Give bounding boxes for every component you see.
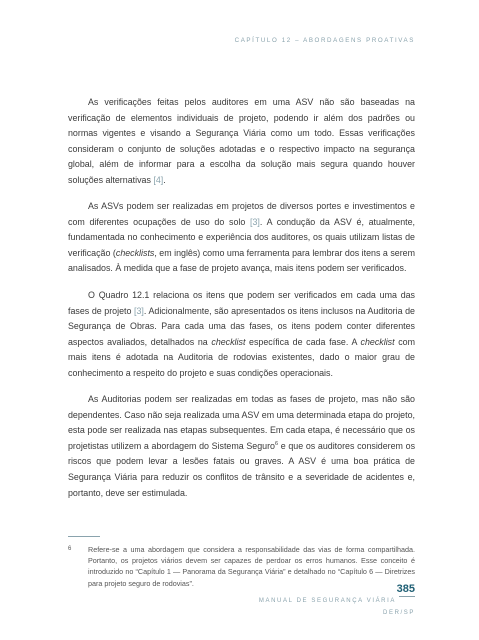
- text-run: checklist: [360, 336, 395, 347]
- paragraph: [68, 199, 415, 277]
- chapter-header: CAPÍTULO 12 – ABORDAGENS PROATIVAS: [234, 37, 415, 44]
- footer-org: DER/SP: [383, 610, 415, 616]
- text-run: checklist: [211, 336, 246, 347]
- text-run: com mais itens é adotada na Auditoria de rodovias existentes, dado o maior grau de conhecimento a respeito do projeto e suas condições operacionais.: [68, 336, 415, 378]
- text-run: específica de cada fase. A: [245, 336, 361, 347]
- text-run: . A condução da ASV é, atualmente, fundamentada no conhecimento e experiência dos auditores, os quais utilizam listas de verificação (: [68, 216, 415, 258]
- paragraph: [68, 288, 415, 381]
- body-text: [68, 95, 415, 512]
- text-run: As Auditorias podem ser realizadas em todas as fases de projeto, mas não são dependentes. Caso não seja realizada uma ASV em uma determinada etapa do projeto, esta pode ser realizada nas etapas subsequentes. Em cada etapa, é necessário que os projetistas utilizem a abordagem do Sistema Seguro: [68, 394, 415, 451]
- paragraph: [68, 392, 415, 501]
- footnote-text: Refere-se a uma abordagem que considera a responsabilidade das vias de forma compartilhada. Portanto, os projetos viários devem ser capazes de perdoar os erros humanos. Esse conceito é introduzido no “Capítulo 1 — Panorama da Segurança Viária” e detalhado no “Capítulo 6 — Diretrizes para projeto seguro de rodovias”.: [88, 545, 415, 588]
- text-run: O Quadro 12.1 relaciona os itens que podem ser verificados em cada uma das fases de projeto: [68, 290, 415, 316]
- footnote: [68, 544, 415, 589]
- text-run: . Adicionalmente, são apresentados os itens inclusos na Auditoria de Segurança de Obras. Para cada uma das fases, os itens podem conter diferentes aspectos avaliados, detalhados na: [68, 305, 415, 347]
- footer-divider: [399, 596, 415, 597]
- text-run: .: [163, 174, 166, 185]
- text-run: As verificações feitas pelos auditores em uma ASV não são baseadas na verificação de elementos individuais de projeto, podendo ir além dos padrões ou normas vigentes e visando a Segurança Viária como um todo. Essas verificações consideram o conjunto de soluções adotadas e o respectivo impacto na segurança global, além de informar para a escolha da solução mais segura quando houver soluções alternativas: [68, 97, 415, 185]
- citation-ref: [3]: [250, 216, 260, 227]
- footnote-number: 6: [68, 546, 72, 552]
- footer-title: MANUAL DE SEGURANÇA VIÁRIA: [258, 598, 396, 604]
- citation-ref: [4]: [153, 174, 164, 185]
- citation-ref: [3]: [134, 305, 144, 316]
- footnote-ref: 6: [275, 440, 279, 447]
- footnote-divider: [68, 536, 100, 537]
- page-number: 385: [396, 583, 415, 595]
- paragraph: [68, 95, 415, 188]
- text-run: checklists: [115, 247, 155, 258]
- text-run: e que os auditores considerem os riscos que podem levar a lesões fatais ou graves. A ASV é uma boa prática de Segurança Viária para reduzir os conflitos de trânsito e a severidade de acidentes e, portanto, deve ser estimulada.: [68, 440, 416, 498]
- text-run: , em inglês) como uma ferramenta para lembrar dos itens a serem analisados. À medida que a fase de projeto avança, mais itens podem ser verificados.: [68, 247, 415, 274]
- text-run: As ASVs podem ser realizadas em projetos de diversos portes e investimentos e com diferentes ocupações de uso do solo: [68, 201, 415, 227]
